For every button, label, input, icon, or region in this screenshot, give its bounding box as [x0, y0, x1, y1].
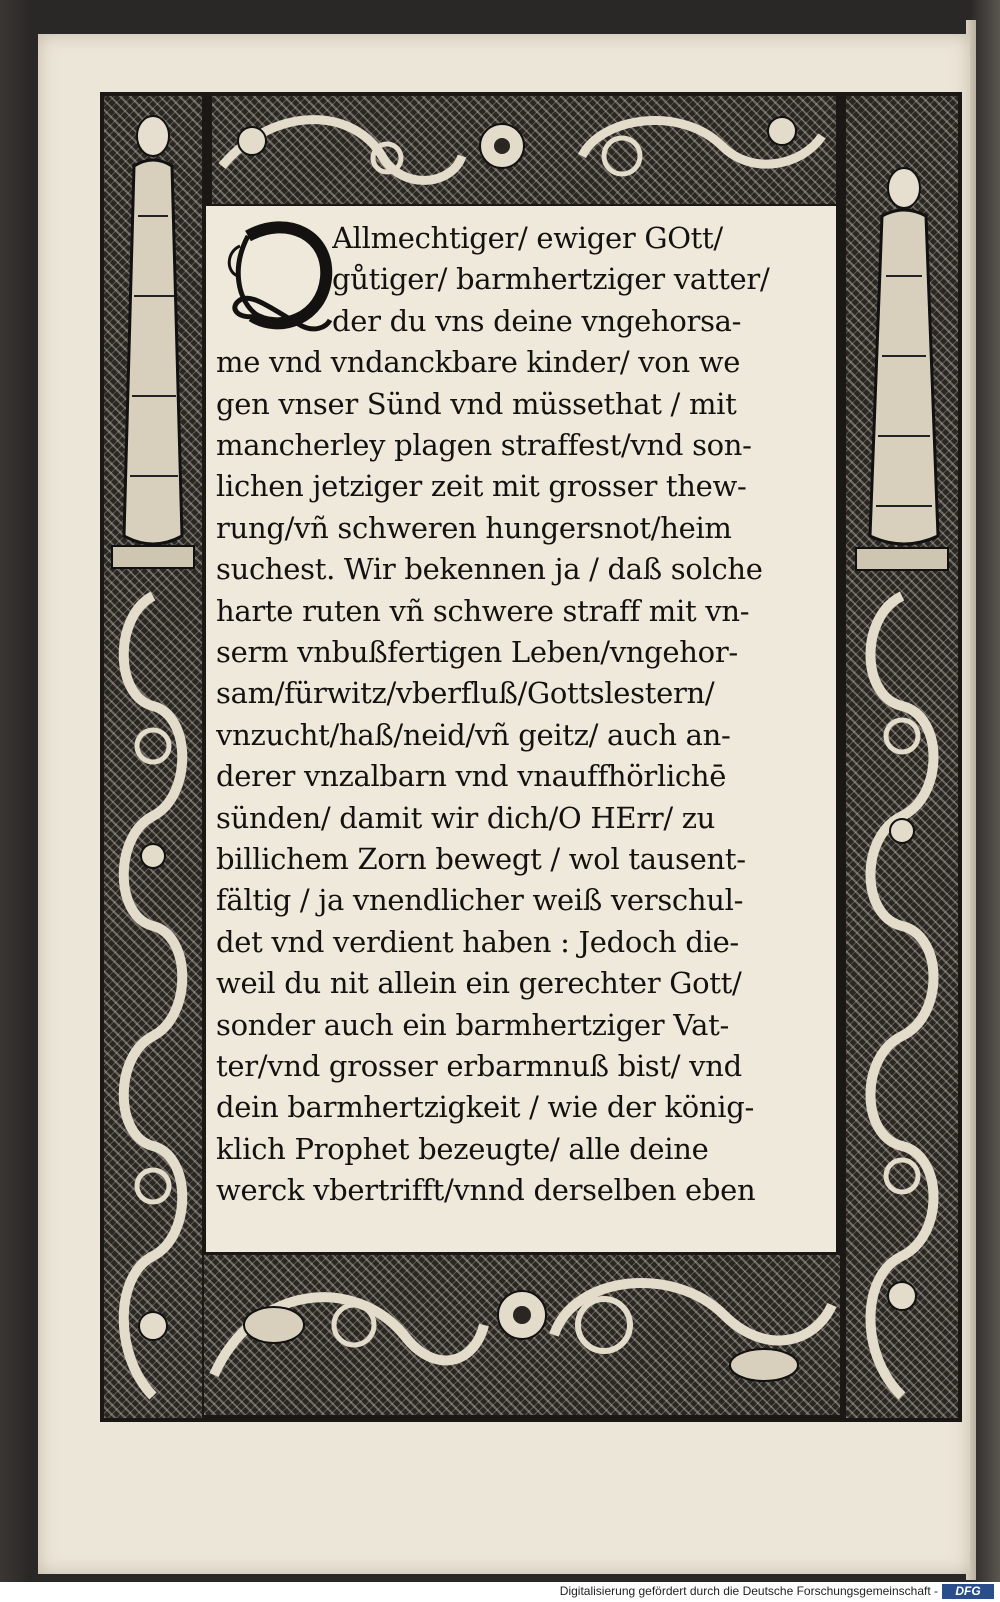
left-border-ornament: [104, 96, 202, 1418]
text-line: gůtiger/ barmhertziger vatter/: [332, 262, 770, 297]
top-border-ornament: [212, 96, 836, 204]
text-line: werck vbertrifft/vnnd derselben eben: [216, 1173, 756, 1208]
left-figure-ornament: [104, 96, 202, 1418]
bottom-border-ornament: [204, 1255, 840, 1415]
text-panel: [206, 206, 836, 1252]
text-line: sünden/ damit wir dich/O HErr/ zu: [216, 800, 716, 835]
animal-figure: [730, 1349, 798, 1381]
text-line: sam/fürwitz/vberfluß/Gottslestern/: [216, 676, 715, 711]
text-line: me vnd vndanckbare kinder/ von we: [216, 345, 741, 380]
text-line: Allmechtiger/ ewiger GOtt/: [332, 221, 723, 255]
right-figure-ornament: [846, 96, 958, 1418]
text-line: serm vnbußfertigen Leben/vngehor-: [216, 635, 738, 669]
top-scroll-ornament: [212, 96, 836, 204]
prayer-text: [206, 206, 836, 1252]
text-line: suchest. Wir bekennen ja / daß solche: [216, 552, 763, 587]
digitization-footer: [0, 1582, 1000, 1602]
text-line: billichem Zorn bewegt / wol tausent-: [216, 842, 746, 876]
text-line: rung/vñ schweren hungersnot/heim: [216, 510, 732, 545]
text-line: sonder auch ein barmhertziger Vat-: [216, 1007, 730, 1042]
text-line: dein barmhertzigkeit / wie der könig-: [216, 1090, 754, 1125]
text-line: klich Prophet bezeugte/ alle deine: [216, 1131, 709, 1166]
rosette-icon: [498, 1291, 546, 1339]
text-line: gen vnser Sünd vnd müssethat / mit: [216, 386, 737, 421]
text-line: ter/vnd grosser erbarmnuß bist/ vnd: [216, 1049, 742, 1083]
text-line: fältig / ja vnendlicher weiß verschul-: [216, 883, 744, 918]
text-line: weil du nit allein ein gerechter Gott/: [216, 966, 742, 1001]
rosette-icon: [480, 124, 524, 168]
text-line: vnzucht/haß/neid/vñ geitz/ auch an-: [216, 717, 731, 752]
animal-figure: [244, 1307, 304, 1343]
right-border-ornament: [846, 96, 958, 1418]
dfg-logo: DFG: [942, 1584, 994, 1599]
text-line: der du vns deine vngehorsa-: [332, 303, 742, 338]
text-line: harte ruten vñ schwere straff mit vn-: [216, 593, 750, 628]
text-line: lichen jetziger zeit mit grosser thew-: [216, 469, 747, 504]
text-line: det vnd verdient haben : Jedoch die-: [216, 924, 739, 959]
footer-credit: Digitalisierung gefördert durch die Deutsche Forschungsgemeinschaft -: [559, 1584, 938, 1598]
text-line: mancherley plagen straffest/vnd son-: [216, 428, 752, 462]
bottom-scroll-ornament: [204, 1255, 840, 1415]
text-line: derer vnzalbarn vnd vnauffhörlichē: [216, 759, 727, 794]
